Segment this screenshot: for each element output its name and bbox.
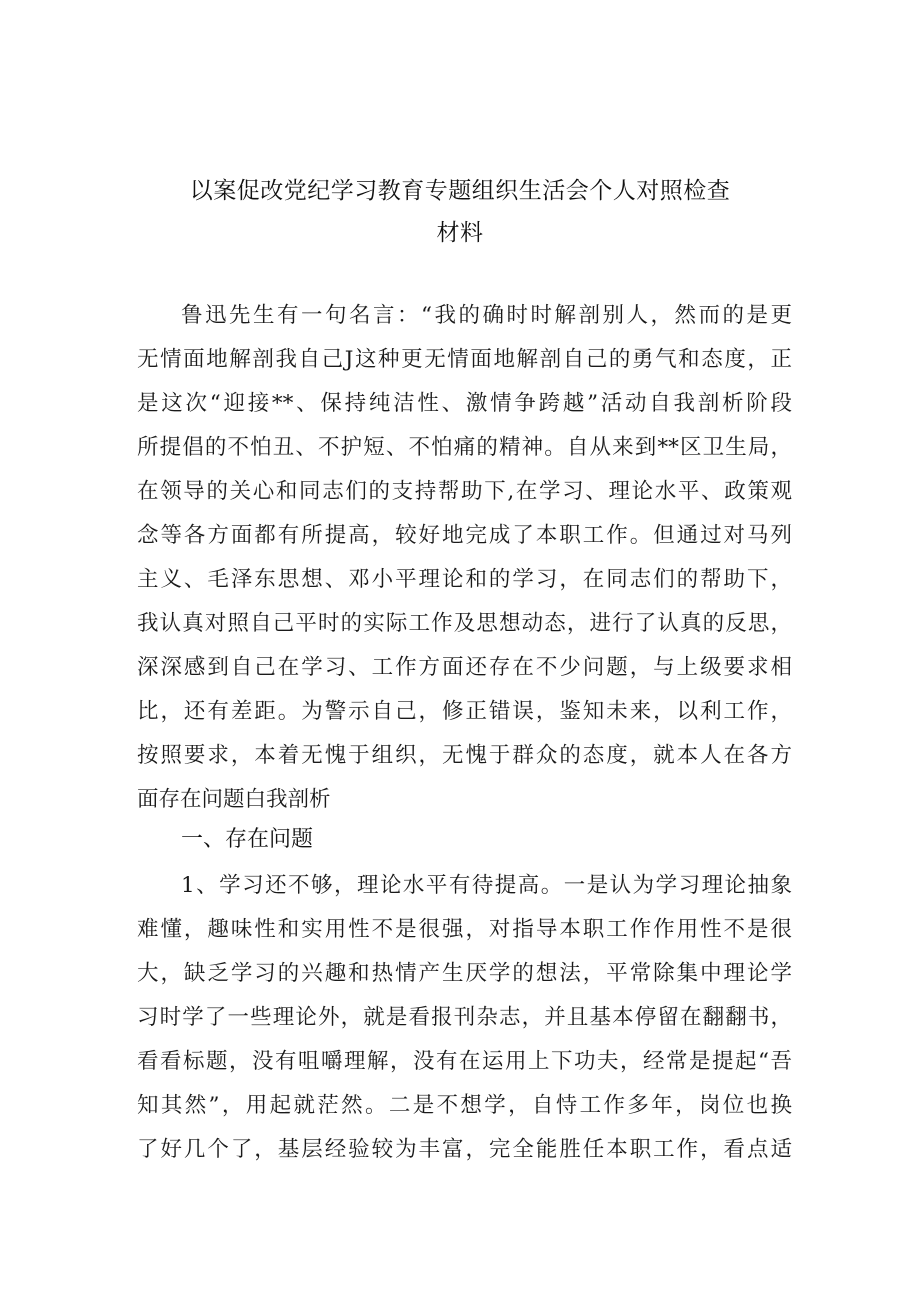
- paragraph-1-line: 在领导的关心和同志们的支持帮助下,在学习、理论水平、政策观: [137, 479, 792, 504]
- section-heading: 一、存在问题: [181, 827, 314, 852]
- paragraph-2-line: 习时学了一些理论外，就是看报刊杂志，并且基本停留在翻翻书，: [137, 1005, 792, 1030]
- paragraph-1-line: 主义、毛泽东思想、邓小平理论和的学习，在同志们的帮助下，: [137, 567, 792, 592]
- paragraph-1-line: 念等各方面都有所提高，较好地完成了本职工作。但通过对马列: [137, 523, 792, 548]
- document-title-line-1: 以案促改党纪学习教育专题组织生活会个人对照检查: [189, 178, 731, 204]
- paragraph-1-line: 面存在问题白我剖析: [137, 787, 331, 812]
- paragraph-1-line: 按照要求，本着无愧于组织，无愧于群众的态度，就本人在各方: [137, 743, 792, 768]
- paragraph-1-line: 深深感到自己在学习、工作方面还存在不少问题，与上级要求相: [137, 655, 792, 680]
- paragraph-1-line: 是这次“迎接**、保持纯洁性、激情争跨越”活动自我剖析阶段: [137, 391, 792, 416]
- paragraph-2-line: 了好几个了，基层经验较为丰富，完全能胜任本职工作，看点适: [137, 1137, 792, 1162]
- paragraph-2-line: 难懂，趣味性和实用性不是很强，对指导本职工作作用性不是很: [137, 917, 792, 942]
- paragraph-2-line: 知其然”，用起就茫然。二是不想学，自恃工作多年，岗位也换: [137, 1093, 792, 1118]
- paragraph-1-line: 比，还有差距。为警示自己，修正错误，鉴知未来，以利工作，: [137, 699, 792, 724]
- paragraph-1-line: 无情面地解剖我自己J这种更无情面地解剖自己的勇气和态度，正: [137, 347, 792, 372]
- paragraph-1-line: 所提倡的不怕丑、不护短、不怕痛的精神。自从来到**区卫生局，: [137, 435, 792, 460]
- paragraph-1-line: 鲁迅先生有一句名言：“我的确时时解剖别人，然而的是更: [181, 303, 792, 328]
- document-title-line-2: 材料: [436, 220, 484, 246]
- paragraph-2-line: 大，缺乏学习的兴趣和热情产生厌学的想法，平常除集中理论学: [137, 961, 792, 986]
- paragraph-1-line: 我认真对照自己平时的实际工作及思想动态，进行了认真的反思，: [137, 611, 792, 636]
- paragraph-2-line: 1、学习还不够，理论水平有待提高。一是认为学习理论抽象: [181, 873, 792, 898]
- paragraph-2-line: 看看标题，没有咀嚼理解，没有在运用上下功夫，经常是提起“吾: [137, 1049, 792, 1074]
